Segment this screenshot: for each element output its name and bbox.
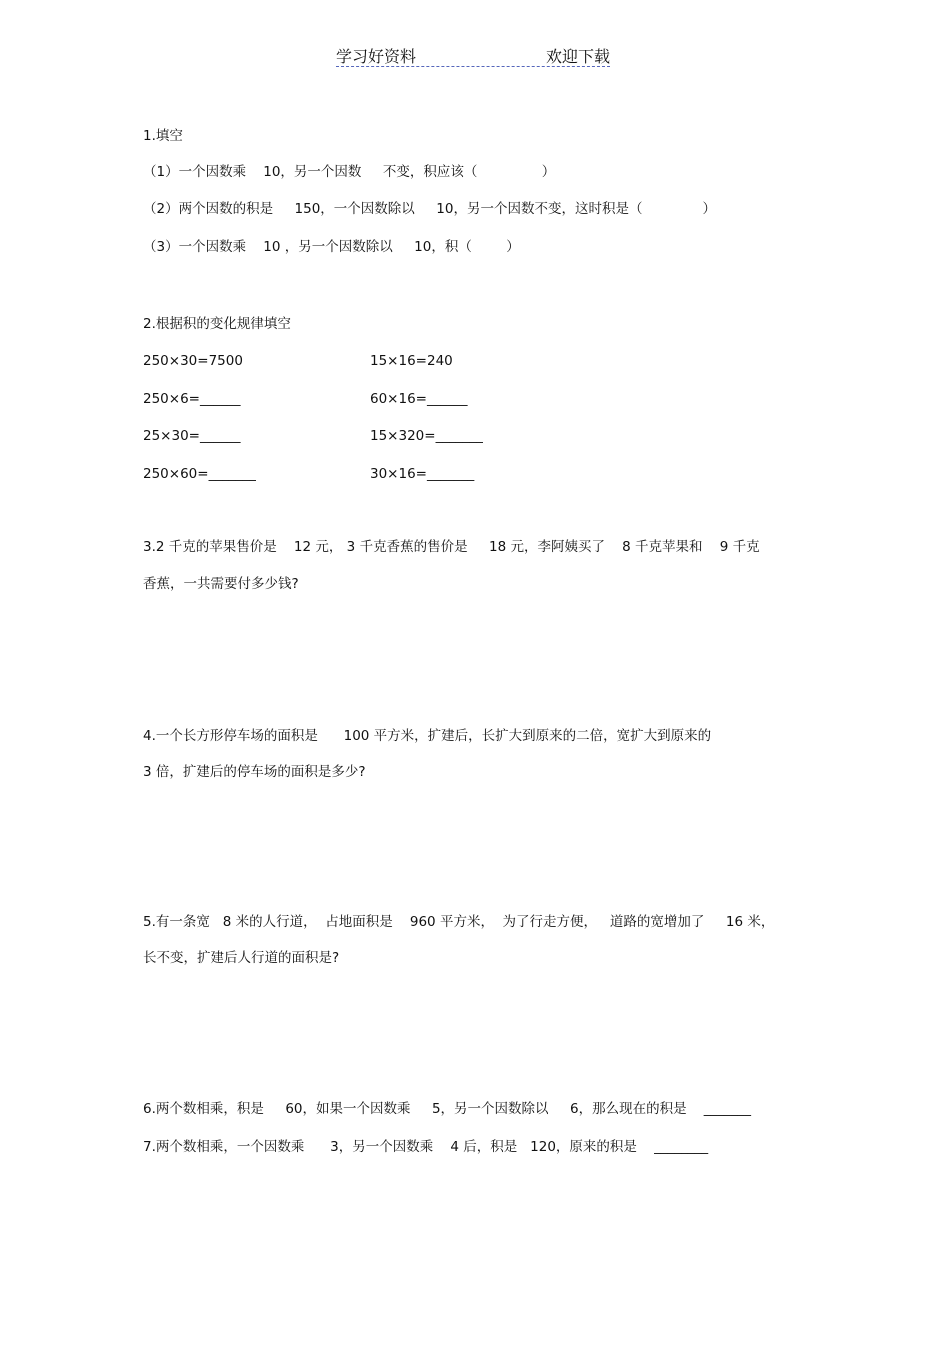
q2-right-1: 15×16=240 [370, 353, 453, 369]
q3-line-2: 香蕉，一共需要付多少钱? [143, 576, 299, 592]
q6-text: 6.两个数相乘，积是 60，如果一个因数乘 5，另一个因数除以 6，那么现在的积是 _______ [143, 1101, 752, 1117]
q2-title: 2.根据积的变化规律填空 [143, 316, 291, 332]
q2-left-3: 25×30=______ [143, 428, 241, 444]
q1-line-2: （2）两个因数的积是 150，一个因数除以 10，另一个因数不变，这时积是（ ） [143, 201, 717, 217]
q1-title: 1.填空 [143, 128, 183, 144]
header-left-text: 学习好资料 [336, 47, 417, 66]
q2-right-4: 30×16=_______ [370, 466, 475, 482]
q2-right-2: 60×16=______ [370, 391, 468, 407]
q2-left-2: 250×6=______ [143, 391, 241, 407]
q1-line-3: （3）一个因数乘 10 ，另一个因数除以 10，积（ ） [143, 239, 520, 255]
q7-text: 7.两个数相乘，一个因数乘 3，另一个因数乘 4 后，积是 120，原来的积是 ________ [143, 1139, 709, 1155]
q2-left-4: 250×60=_______ [143, 466, 256, 482]
q2-right-3: 15×320=_______ [370, 428, 483, 444]
q5-line-2: 长不变，扩建后人行道的面积是? [143, 950, 340, 966]
q1-line-1: （1）一个因数乘 10，另一个因数 不变，积应该（ ） [143, 164, 556, 180]
q3-line-1: 3.2 千克的苹果售价是 12 元， 3 千克香蕉的售价是 18 元，李阿姨买了 8 千克苹果和 9 千克 [143, 539, 760, 555]
q5-line-1: 5.有一条宽 8 米的人行道， 占地面积是 960 平方米， 为了行走方便， 道路的宽增加了 16 米， [143, 914, 775, 930]
page-header [336, 42, 610, 67]
header-right-text: 欢迎下载 [545, 47, 610, 66]
q2-left-1: 250×30=7500 [143, 353, 243, 369]
q4-line-1: 4.一个长方形停车场的面积是 100 平方米，扩建后，长扩大到原来的二倍，宽扩大到原来的 [143, 728, 712, 744]
q4-line-2: 3 倍，扩建后的停车场的面积是多少? [143, 764, 366, 780]
